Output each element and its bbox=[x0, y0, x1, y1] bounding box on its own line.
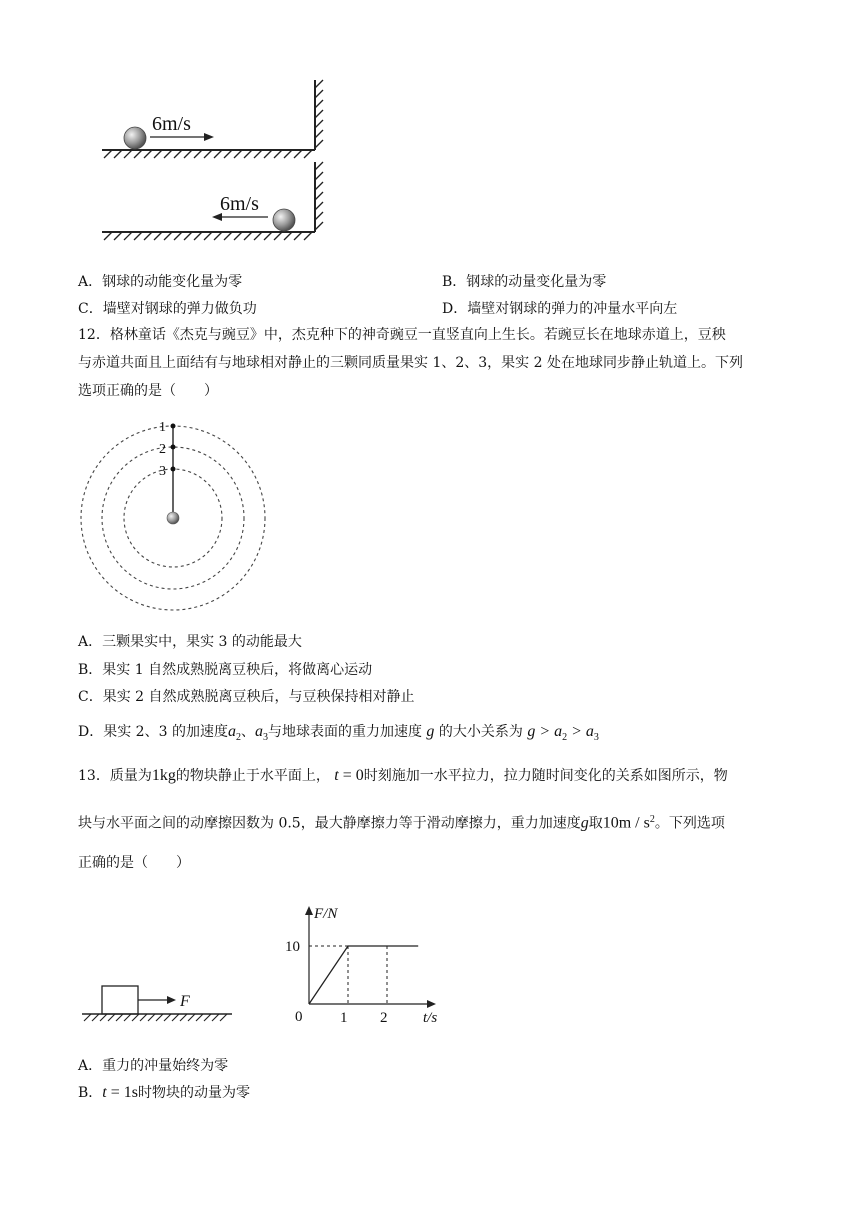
q12-stem-line-1: 12．格林童话《杰克与豌豆》中，杰克种下的神奇豌豆一直竖直向上生长。若豌豆长在地球赤道上，豆秧 bbox=[78, 327, 726, 343]
fruit-3 bbox=[171, 467, 176, 472]
q11-option-a: A．钢球的动能变化量为零 bbox=[78, 274, 243, 290]
q13-option-b: B．t = 1s时物块的动量为零 bbox=[78, 1084, 250, 1101]
q12-option-c: C．果实 2 自然成熟脱离豆秧后，与豆秧保持相对静止 bbox=[78, 689, 415, 705]
bottom-speed-label: 6m/s bbox=[220, 193, 259, 215]
y-tick-10: 10 bbox=[285, 939, 300, 955]
q12-option-d: D．果实 2、3 的加速度$a_2$、$a_3$与地球表面的重力加速度 g 的大小关系为 $g > a_2 > a_3$ bbox=[78, 723, 599, 744]
q13-stem-line-2: 块与水平面之间的动摩擦因数为 0.5，最大静摩擦力等于滑动摩擦力，重力加速度g取$10m / s^2$。下列选项 bbox=[78, 814, 725, 832]
fruit-3-label: 3 bbox=[159, 464, 166, 479]
x-axis-arrowhead bbox=[427, 1000, 436, 1008]
q12-orbit-figure bbox=[78, 418, 273, 613]
var-g: g bbox=[426, 723, 435, 740]
q13-stem-line-1: 13．质量为1kg的物块静止于水平面上， t = 0时刻施加一水平拉力，拉力随时间变化的关系如图所示，物 bbox=[78, 767, 728, 784]
q13-stem-line-3: 正确的是（ ） bbox=[78, 855, 190, 871]
q11-option-b: B．钢球的动量变化量为零 bbox=[442, 274, 607, 290]
block bbox=[102, 986, 138, 1014]
force-label: F bbox=[180, 993, 190, 1010]
q13-force-time-chart bbox=[280, 898, 450, 1030]
top-speed-label: 6m/s bbox=[152, 113, 191, 135]
relation: $g > a_2 > a_3$ bbox=[527, 723, 599, 744]
y-axis-arrowhead bbox=[305, 906, 313, 915]
x-axis-label: t/s bbox=[423, 1010, 438, 1026]
bottom-ground bbox=[102, 232, 315, 240]
q12-option-b: B．果实 1 自然成熟脱离豆秧后，将做离心运动 bbox=[78, 662, 373, 678]
fruit-1-label: 1 bbox=[159, 420, 166, 435]
fruit-2 bbox=[171, 445, 176, 450]
q12-stem-line-2: 与赤道共面且上面结有与地球相对静止的三颗同质量果实 1、2、3，果实 2 处在地球同步静止轨道上。下列 bbox=[78, 355, 743, 371]
q12-option-a: A．三颗果实中，果实 3 的动能最大 bbox=[78, 634, 302, 650]
var-a2: $a_2$ bbox=[227, 723, 241, 744]
q11-option-d: D．墙壁对钢球的弹力的冲量水平向左 bbox=[442, 301, 678, 317]
bottom-wall bbox=[315, 162, 323, 232]
force-series-line bbox=[309, 946, 418, 1004]
q13-block-figure bbox=[80, 980, 240, 1030]
q12-stem-line-3: 选项正确的是（ ） bbox=[78, 383, 218, 399]
x-tick-2: 2 bbox=[380, 1010, 388, 1026]
top-ground bbox=[102, 150, 315, 158]
q11-figure bbox=[90, 70, 350, 255]
top-ball bbox=[124, 127, 146, 149]
fruit-2-label: 2 bbox=[159, 442, 166, 457]
fruit-1 bbox=[171, 424, 176, 429]
earth bbox=[167, 512, 179, 524]
q11-option-c: C．墙壁对钢球的弹力做负功 bbox=[78, 301, 257, 317]
var-a3: $a_3$ bbox=[254, 723, 268, 744]
bottom-ball bbox=[273, 209, 295, 231]
q12-option-d-text-1: D．果实 2、3 的加速度 bbox=[78, 724, 228, 740]
top-wall bbox=[315, 80, 323, 150]
origin-label: 0 bbox=[295, 1009, 303, 1025]
y-axis-label: F/N bbox=[314, 906, 338, 922]
q13-option-a: A．重力的冲量始终为零 bbox=[78, 1058, 229, 1074]
x-tick-1: 1 bbox=[340, 1010, 348, 1026]
